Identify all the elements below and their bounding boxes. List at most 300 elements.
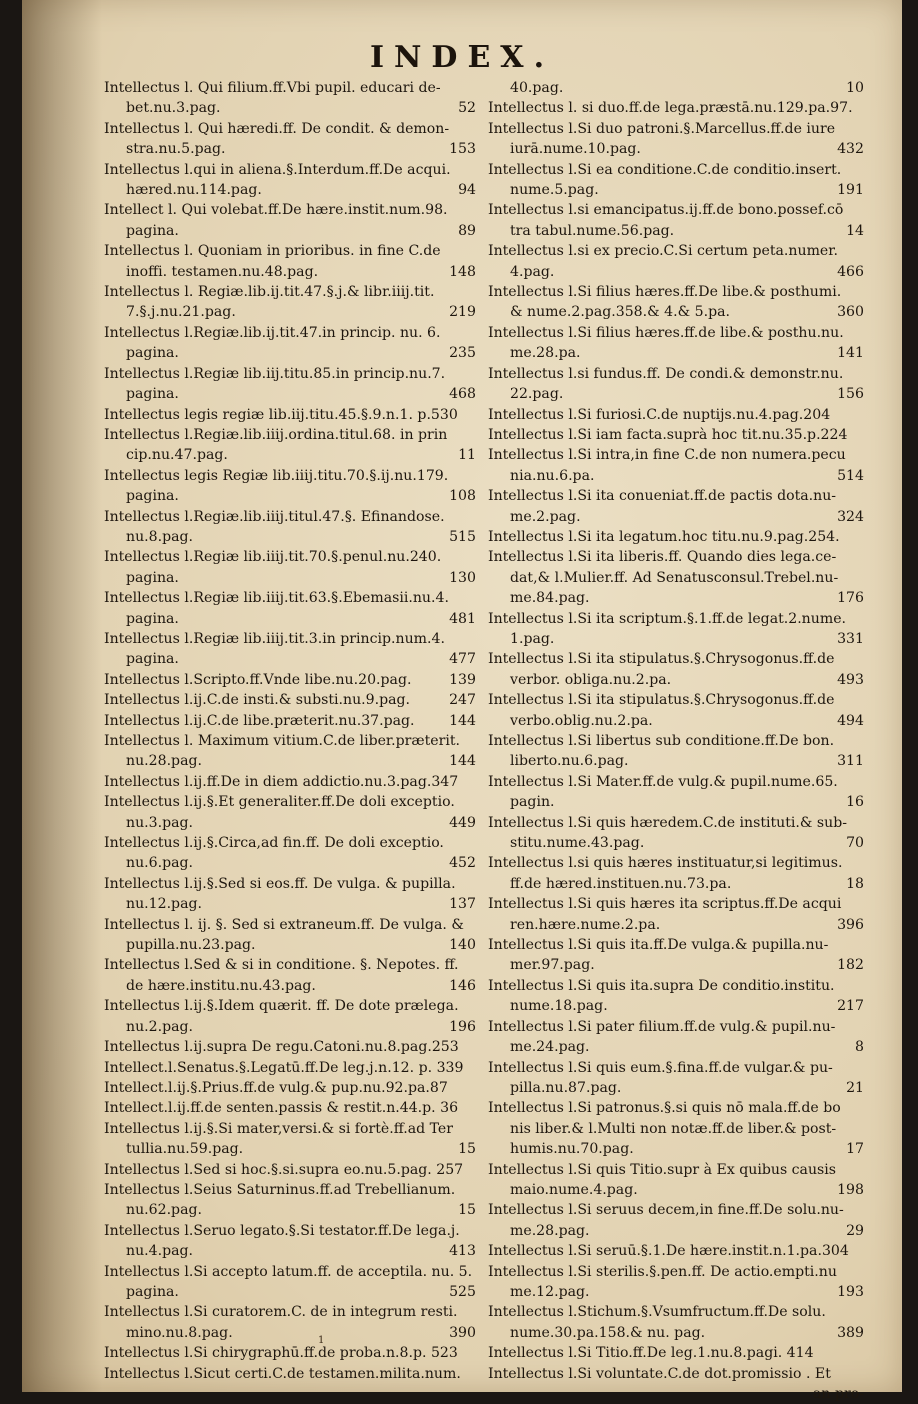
entry-continuation: [104, 1282, 476, 1302]
entry-text: Intellectus l.Seruo legato.§.Si testator.ff.De lega.j.: [104, 1222, 460, 1239]
index-entry: [104, 629, 476, 670]
index-entry: [104, 1302, 476, 1343]
entry-text: ff.de hæred.instituen.nu.73.pa.: [510, 875, 732, 892]
entry-continuation: [104, 221, 476, 241]
entry-text: nu.28.pag.: [126, 753, 202, 770]
entry-continuation: [104, 568, 476, 588]
entry-text: Intellectus l.Si filius hæres.ff.De libe.& posthumi.: [488, 284, 842, 301]
entry-continuation: [488, 1323, 864, 1343]
entry-continuation: [488, 139, 864, 159]
index-entry: [488, 282, 864, 323]
index-entry: [488, 1262, 864, 1303]
index-entry: [104, 323, 476, 364]
page-number: 413: [449, 1243, 476, 1260]
index-entry: [104, 466, 476, 507]
page-number: 176: [837, 590, 864, 607]
entry-continuation: [104, 180, 476, 200]
entry-continuation: [104, 384, 476, 404]
index-entry: [488, 1058, 864, 1099]
entry-continuation: [104, 1200, 476, 1220]
entry-text: nu.62.pag.: [126, 1202, 202, 1219]
page-number: 466: [837, 263, 864, 280]
entry-continuation: [488, 180, 864, 200]
entry-text: humis.nu.70.pag.: [510, 1141, 634, 1158]
index-entry: [488, 772, 864, 813]
entry-text: Intellectus l.Si accepto latum.ff. de acceptila. nu. 5.: [104, 1263, 473, 1280]
entry-text: me.84.pag.: [510, 590, 590, 607]
index-entry: [104, 547, 476, 588]
entry-text: Intellectus l.ij.supra De regu.Catoni.nu.8.pag.253: [104, 1039, 459, 1056]
entry-text: nu.12.pag.: [126, 896, 202, 913]
index-entry: [488, 690, 864, 731]
page-number: 141: [837, 345, 864, 362]
index-entry: [488, 445, 864, 486]
page-number: 17: [846, 1141, 864, 1158]
entry-text: & nume.2.pag.358.& 4.& 5.pa.: [510, 304, 730, 321]
index-entry: [104, 1058, 476, 1078]
entry-text: Intellectus l.ij.§.Sed si eos.ff. De vulga. & pupilla.: [104, 875, 456, 892]
left-index-column: [104, 78, 476, 1384]
entry-continuation: [488, 507, 864, 527]
page-number: 108: [449, 488, 476, 505]
index-entry: [104, 1221, 476, 1262]
index-entry: [104, 241, 476, 282]
entry-continuation: [488, 588, 864, 608]
page-number: 432: [837, 141, 864, 158]
entry-text: Intellectus l.Regiæ lib.iiij.tit.3.in princip.num.4.: [104, 630, 445, 647]
page-number: 390: [449, 1324, 476, 1341]
page-number: 396: [837, 916, 864, 933]
page-number: 140: [449, 937, 476, 954]
index-entry: [104, 670, 476, 690]
page-number: 14: [846, 222, 864, 239]
index-entry-continuation: [488, 78, 864, 98]
entry-text: Intellectus l.Si quis ita.supra De conditio.institu.: [488, 977, 835, 994]
index-entry: [104, 874, 476, 915]
entry-text: Intellectus l.ij.C.de libe.præterit.nu.37.pag.: [104, 712, 415, 729]
entry-text: Intellectus l.ij.§.Idem quærit. ff. De dote prælega.: [104, 998, 459, 1015]
entry-text: Intellectus l.Si Titio.ff.De leg.1.nu.8.pagi. 414: [488, 1345, 814, 1362]
index-entry: [104, 792, 476, 833]
entry-line: [104, 690, 476, 710]
entry-text: Intellectus l.Si intra,in fine C.de non numera.pecu: [488, 447, 846, 464]
index-entry: [104, 425, 476, 466]
entry-text: me.2.pag.: [510, 508, 581, 525]
entry-text: liberto.nu.6.pag.: [510, 753, 629, 770]
entry-text: Intellectus l.Si ita scriptum.§.1.ff.de legat.2.nume.: [488, 610, 847, 627]
page-number: 217: [837, 998, 864, 1015]
page-number: 89: [458, 222, 476, 239]
entry-text: me.12.pag.: [510, 1283, 590, 1300]
entry-text: bet.nu.3.pag.: [126, 100, 221, 117]
page-number: 389: [837, 1324, 864, 1341]
entry-text: Intellectus l.Si seruū.§.1.De hære.instit.n.1.pa.304: [488, 1243, 849, 1260]
index-entry: [104, 1180, 476, 1221]
entry-text: Intellectus l.Si quis ita.ff.De vulga.& pupilla.nu-: [488, 937, 829, 954]
entry-text: Intellectus l.Si quis Titio.supr à Ex quibus causis: [488, 1161, 837, 1178]
entry-text: nis liber.& l.Multi non notæ.ff.de liber.& post-: [510, 1120, 837, 1137]
entry-continuation: [104, 813, 476, 833]
entry-text: stra.nu.5.pag.: [126, 141, 226, 158]
page-number: 198: [837, 1181, 864, 1198]
index-entry: [104, 78, 476, 119]
entry-text: maio.nume.4.pag.: [510, 1181, 638, 1198]
entry-text: Intellectus l. Maximum vitium.C.de liber.præterit.: [104, 733, 461, 749]
page-number: 21: [846, 1079, 864, 1096]
entry-text: me.24.pag.: [510, 1039, 590, 1056]
page-number: 10: [846, 80, 864, 96]
entry-text: Intellectus l.Sed & si in conditione. §. Nepotes. ff.: [104, 957, 459, 974]
entry-continuation: [104, 139, 476, 159]
page-number: 494: [837, 712, 864, 729]
page-number: 144: [449, 712, 476, 729]
entry-text: Intellectus l.Regiæ.lib.iiij.titul.47.§. Efinandose.: [104, 508, 445, 525]
entry-text: Intellectus l.Si sterilis.§.pen.ff. De actio.empti.nu: [488, 1263, 837, 1280]
entry-text: Intellectus l. Regiæ.lib.ij.tit.47.§.j.& libr.iiij.tit.: [104, 284, 435, 301]
entry-continuation: [104, 976, 476, 996]
entry-text: Intellectus l.Sed si hoc.§.si.supra eo.nu.5.pag. 257: [104, 1161, 464, 1178]
entry-text: pagina.: [126, 345, 179, 362]
page-number: 452: [449, 855, 476, 872]
page-number: 18: [846, 875, 864, 892]
entry-text: 7.§.j.nu.21.pag.: [126, 304, 236, 321]
entry-text: Intellectus l.si emancipatus.ij.ff.de bono.possef.cō: [488, 202, 844, 219]
entry-continuation: [488, 915, 864, 935]
index-entry: [488, 547, 864, 608]
entry-text: Intellectus l.Regiæ lib.iiij.tit.63.§.Ebemasii.nu.4.: [104, 590, 449, 607]
page-number: 15: [458, 1202, 476, 1219]
entry-text: Intellectus l.Si ea conditione.C.de conditio.insert.: [488, 161, 842, 178]
index-entry: [488, 1200, 864, 1241]
entry-text: inoffi. testamen.nu.48.pag.: [126, 263, 319, 280]
page-number: 130: [449, 569, 476, 586]
entry-text: Intellectus l.Si curatorem.C. de in integrum resti.: [104, 1304, 458, 1321]
index-entry: [488, 1302, 864, 1343]
entry-text: Intellectus l.Regiæ.lib.iiij.ordina.titul.68. in prin: [104, 426, 448, 443]
entry-text: 4.pag.: [510, 263, 555, 280]
page-number: 16: [846, 794, 864, 811]
entry-text: nume.18.pag.: [510, 998, 608, 1015]
page-number: 247: [449, 692, 476, 709]
index-entry: [488, 425, 864, 445]
index-entry: [488, 649, 864, 690]
index-entry: [104, 1078, 476, 1098]
index-entry: [104, 731, 476, 772]
entry-text: 22.pag.: [510, 386, 564, 403]
entry-continuation: [488, 1037, 864, 1057]
index-entry: [488, 78, 864, 98]
index-entry: [104, 1098, 476, 1118]
entry-text: Intellectus l.Si furiosi.C.de nuptijs.nu.4.pag.204: [488, 406, 831, 423]
index-entry: [488, 976, 864, 1017]
entry-text: Intellectus l.Si quis hæres ita scriptus.ff.De acqui: [488, 896, 842, 913]
entry-text: Intellectus l.Si ita stipulatus.§.Chrysogonus.ff.de: [488, 692, 835, 709]
page-number: 219: [449, 304, 476, 321]
page-number: 29: [846, 1222, 864, 1239]
entry-text: Intellectus l.Regiæ lib.iiij.tit.70.§.penul.nu.240.: [104, 549, 442, 566]
entry-text: Intellectus l.Si voluntate.C.de dot.promissio . Et: [488, 1365, 831, 1382]
index-entry: [104, 1037, 476, 1057]
page-number: 449: [449, 814, 476, 831]
index-entry: [488, 98, 864, 118]
entry-text: pagina.: [126, 488, 179, 505]
index-entry: [104, 588, 476, 629]
page-number: 52: [458, 100, 476, 117]
index-entry: [488, 813, 864, 854]
index-entry: [488, 609, 864, 650]
entry-text: pagina.: [126, 610, 179, 627]
book-page: [22, 0, 902, 1402]
entry-text: Intellectus l.Stichum.§.Vsumfructum.ff.De solu.: [488, 1304, 826, 1321]
entry-continuation: [488, 874, 864, 894]
index-entry: [488, 405, 864, 425]
page-number: 139: [449, 671, 476, 688]
entry-text: verbo.oblig.nu.2.pa.: [510, 712, 653, 729]
page-number: 156: [837, 386, 864, 403]
index-entry: [104, 833, 476, 874]
entry-text: Intellectus l.Regiæ lib.iij.titu.85.in princip.nu.7.: [104, 365, 446, 382]
index-entry: [488, 527, 864, 547]
entry-text: verbor. obliga.nu.2.pa.: [510, 671, 672, 688]
page-number: 311: [837, 753, 864, 770]
entry-text: Intellectus l.Sicut certi.C.de testamen.milita.num.: [104, 1365, 461, 1382]
entry-text: pagina.: [126, 569, 179, 586]
index-entry: [488, 1160, 864, 1201]
entry-text: pagina.: [126, 1283, 179, 1300]
page-number: 15: [458, 1141, 476, 1158]
page-number: 146: [449, 977, 476, 994]
index-entry: [488, 935, 864, 976]
entry-text: 40.pag.: [510, 80, 564, 96]
right-index-column: [488, 78, 864, 1404]
entry-continuation: [488, 1078, 864, 1098]
page-number: 331: [837, 630, 864, 647]
entry-text: Intellectus l.Si pater filium.ff.de vulg.& pupil.nu-: [488, 1018, 836, 1035]
page-number: 182: [837, 957, 864, 974]
page-number: 193: [837, 1283, 864, 1300]
entry-text: pilla.nu.87.pag.: [510, 1079, 622, 1096]
entry-text: dat,& l.Mulier.ff. Ad Senatusconsul.Trebel.nu-: [510, 569, 839, 586]
entry-line: [104, 711, 476, 731]
entry-continuation: [488, 466, 864, 486]
entry-text: mino.nu.8.pag.: [126, 1324, 233, 1341]
index-entry: [488, 323, 864, 364]
index-entry: [104, 119, 476, 160]
entry-continuation: [488, 1139, 864, 1159]
entry-continuation: [488, 996, 864, 1016]
entry-text: Intellect.l.ij.ff.de senten.passis & restit.n.44.p. 36: [104, 1100, 459, 1117]
entry-continuation: [104, 527, 476, 547]
index-entry: [488, 486, 864, 527]
index-entry: [488, 241, 864, 282]
page-title: INDEX.: [369, 40, 555, 75]
page-number: 144: [449, 753, 476, 770]
entry-text: Intellectus l.ij.§.Et generaliter.ff.De doli exceptio.: [104, 794, 455, 811]
index-entry: [488, 364, 864, 405]
entry-continuation: [488, 629, 864, 649]
entry-continuation: [488, 751, 864, 771]
entry-text: Intellectus legis Regiæ lib.iiij.titu.70.§.ij.nu.179.: [104, 467, 449, 484]
entry-text: Intellectus l.Si ita stipulatus.§.Chrysogonus.ff.de: [488, 651, 835, 668]
index-entry: [104, 1262, 476, 1303]
entry-continuation: [104, 853, 476, 873]
entry-continuation: [104, 302, 476, 322]
index-entry: [488, 1343, 864, 1363]
index-entry: [104, 200, 476, 241]
entry-text: tra tabul.nume.56.pag.: [510, 222, 675, 239]
entry-text: tullia.nu.59.pag.: [126, 1141, 244, 1158]
entry-text: Intellectus l.Si chirygraphū.ff.de proba.n.8.p. 523: [104, 1345, 458, 1362]
index-entry: [104, 507, 476, 548]
page-number: 11: [458, 447, 476, 464]
entry-text: Intellectus l.si fundus.ff. De condi.& demonstr.nu.: [488, 365, 844, 382]
entry-continuation: [488, 384, 864, 404]
page-number: 137: [449, 896, 476, 913]
entry-text: Intellectus l.si quis hæres instituatur,si legitimus.: [488, 855, 843, 872]
entry-continuation: [104, 894, 476, 914]
entry-continuation: [104, 1323, 476, 1343]
entry-text: cip.nu.47.pag.: [126, 447, 228, 464]
entry-line: [104, 670, 476, 690]
entry-continuation: [104, 98, 476, 118]
page-number: 525: [449, 1283, 476, 1300]
entry-text: Intellectus l. Qui hæredi.ff. De condit. & demon-: [104, 120, 450, 137]
entry-continuation: [104, 935, 476, 955]
index-entry: [488, 1241, 864, 1261]
entry-continuation: [488, 262, 864, 282]
index-entry: [488, 1017, 864, 1058]
entry-text: Intellectus l.Si seruus decem,in fine.ff.De solu.nu-: [488, 1202, 844, 1219]
entry-text: mer.97.pag.: [510, 957, 595, 974]
entry-text: me.28.pa.: [510, 345, 581, 362]
entry-text: nume.5.pag.: [510, 182, 599, 199]
entry-text: Intellectus l. si duo.ff.de lega.præstā.nu.129.pa.97.: [488, 100, 853, 117]
entry-continuation: [104, 486, 476, 506]
index-entry: [488, 1098, 864, 1159]
entry-continuation: [104, 1017, 476, 1037]
entry-text: Intellectus l.qui in aliena.§.Interdum.ff.De acqui.: [104, 161, 451, 178]
entry-text: Intellectus l.Seius Saturninus.ff.ad Trebellianum.: [104, 1181, 456, 1198]
index-entry: [104, 915, 476, 956]
page-number: 70: [846, 835, 864, 852]
entry-text: nu.4.pag.: [126, 1243, 194, 1260]
entry-text: Intellectus l.Si libertus sub conditione.ff.De bon.: [488, 733, 835, 749]
index-entry: [488, 894, 864, 935]
entry-text: pagina.: [126, 651, 179, 668]
entry-continuation: [488, 302, 864, 322]
entry-continuation: [104, 262, 476, 282]
entry-text: nume.30.pa.158.& nu. pag.: [510, 1324, 706, 1341]
entry-text: pagin.: [510, 794, 555, 811]
page-spine-shadow: [22, 0, 102, 1392]
entry-text: me.28.pag.: [510, 1222, 590, 1239]
entry-text: Intellectus l.Si ita legatum.hoc titu.nu.9.pag.254.: [488, 528, 840, 545]
page-number: 515: [449, 528, 476, 545]
page-number: 514: [837, 467, 864, 484]
entry-text: Intellectus legis regiæ lib.iij.titu.45.§.9.n.1. p.530: [104, 406, 458, 423]
entry-text: iurā.nume.10.pag.: [510, 141, 641, 158]
entry-text: ren.hære.nume.2.pa.: [510, 916, 661, 933]
entry-continuation: [488, 792, 864, 812]
index-entry: [104, 1160, 476, 1180]
entry-text: pagina.: [126, 386, 179, 403]
entry-text: Intellectus l. Quoniam in prioribus. in fine C.de: [104, 243, 441, 260]
index-entry: [104, 1364, 476, 1384]
entry-text: Intellectus l.Si Mater.ff.de vulg.& pupil.nume.65.: [488, 773, 838, 790]
entry-text: Intellectus l.Si ita liberis.ff. Quando dies lega.ce-: [488, 549, 837, 566]
page-number: 191: [837, 182, 864, 199]
entry-text: Intellectus l.si ex precio.C.Si certum peta.numer.: [488, 243, 838, 260]
entry-continuation: [488, 1180, 864, 1200]
page-number: 481: [449, 610, 476, 627]
entry-text: Intellectus l.Si iam facta.suprà hoc tit.nu.35.p.224: [488, 426, 848, 443]
index-entry: [104, 1119, 476, 1160]
entry-text: Intellectus l.ij.§.Si mater,versi.& si fortè.ff.ad Ter: [104, 1120, 454, 1137]
entry-continuation: [488, 670, 864, 690]
entry-continuation: [104, 609, 476, 629]
entry-text: de hære.institu.nu.43.pag.: [126, 977, 316, 994]
entry-continuation: [488, 711, 864, 731]
entry-continuation: [104, 1139, 476, 1159]
entry-text: 1.pag.: [510, 630, 555, 647]
entry-text: Intellectus l. ij. §. Sed si extraneum.ff. De vulga. &: [104, 916, 464, 933]
entry-text: Intellectus l.ij.ff.De in diem addictio.nu.3.pag.347: [104, 773, 459, 790]
index-entry: [104, 405, 476, 425]
entry-text: stitu.nume.43.pag.: [510, 835, 645, 852]
entry-continuation: [488, 1221, 864, 1241]
index-entry: [488, 200, 864, 241]
entry-continuation: [488, 833, 864, 853]
page-number: 324: [837, 508, 864, 525]
entry-text: Intellectus l.Si duo patroni.§.Marcellus.ff.de iure: [488, 120, 836, 137]
page-number: 468: [449, 386, 476, 403]
entry-continuation: [488, 221, 864, 241]
entry-text: nu.3.pag.: [126, 814, 194, 831]
index-entry: [488, 160, 864, 201]
page-number: 477: [449, 651, 476, 668]
entry-text: Intellectus l.Regiæ.lib.ij.tit.47.in princip. nu. 6.: [104, 324, 441, 341]
entry-text: Intellect l. Qui volebat.ff.De hære.instit.num.98.: [104, 202, 448, 219]
entry-continuation: [488, 1282, 864, 1302]
entry-continuation: [488, 343, 864, 363]
entry-text: Intellectus l.Si quis eum.§.fina.ff.de vulgar.& pu-: [488, 1059, 833, 1076]
entry-continuation: [104, 1241, 476, 1261]
entry-text: hæred.nu.114.pag.: [126, 182, 262, 199]
index-entry: [104, 711, 476, 731]
index-entry: [104, 282, 476, 323]
index-entry: [488, 1364, 864, 1404]
page-number: 235: [449, 345, 476, 362]
entry-text: pupilla.nu.23.pag.: [126, 937, 256, 954]
index-entry: [104, 1343, 476, 1363]
entry-text: Intellectus l.ij.§.Circa,ad fin.ff. De doli exceptio.: [104, 835, 444, 852]
entry-text: Intellectus l.Scripto.ff.Vnde libe.nu.20.pag.: [104, 671, 412, 688]
signature-mark: 1: [318, 1335, 325, 1346]
index-entry: [104, 955, 476, 996]
page-number: 94: [458, 182, 476, 199]
entry-continuation: [104, 445, 476, 465]
page-number: 153: [449, 141, 476, 158]
index-entry: [104, 996, 476, 1037]
entry-text: Intellectus l.ij.C.de insti.& substi.nu.9.pag.: [104, 692, 411, 709]
entry-continuation: [488, 955, 864, 975]
entry-text: Intellectus l. Qui filium.ff.Vbi pupil. educari de-: [104, 80, 441, 96]
entry-text: Intellect.l.Senatus.§.Legatū.ff.De leg.j.n.12. p. 339: [104, 1059, 464, 1076]
entry-text: pagina.: [126, 222, 179, 239]
page-number: 196: [449, 1018, 476, 1035]
index-entry: [104, 690, 476, 710]
entry-text: nu.2.pag.: [126, 1018, 194, 1035]
